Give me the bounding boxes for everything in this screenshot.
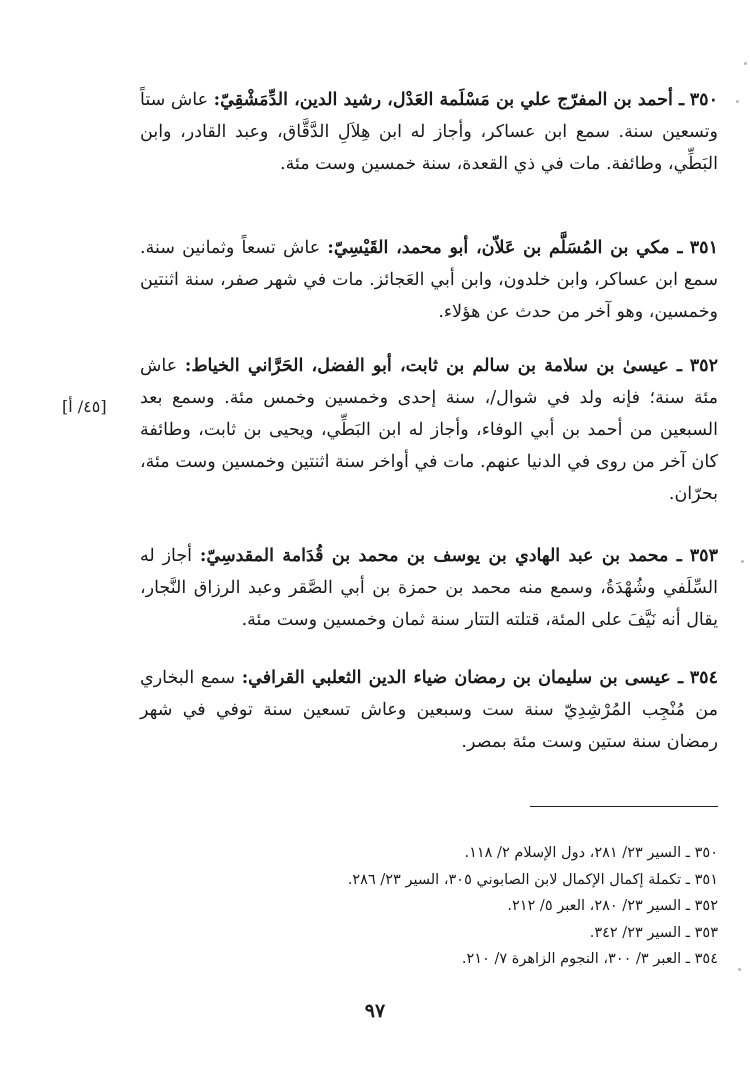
scan-speck: [738, 968, 741, 971]
entry-354: ٣٥٤ ـ عيسى بن سليمان بن رمضان ضياء الدين الثعلبي القرافي: سمع البخاري من مُنْجِب المُرْشِدِيّ سنة ست وسبعين وعاش تسعين سنة توفي في شهر رمضان سنة ستين وست مئة بمصر.: [140, 668, 718, 752]
footnote: ٣٥٣ ـ السير ٢٣/ ٣٤٢.: [589, 924, 718, 941]
footnote-divider: [530, 806, 718, 807]
folio-marginal-note: [٤٥/ أ]: [62, 397, 107, 416]
entry-heading: محمد بن عبد الهادي بن يوسف بن محمد بن قُدَامة المقدسِيّ:: [199, 546, 669, 566]
scan-speck: [744, 62, 747, 65]
footnote: ٣٥٤ ـ العبر ٣/ ٣٠٠، النجوم الزاهرة ٧/ ٢١٠.: [461, 951, 718, 967]
entry-heading: مكي بن المُسَلَّم بن عَلاّن، أبو محمد، القَيْسِيّ:: [327, 238, 670, 258]
entry-body: عاش تسعاً وثمانين سنة. سمع ابن عساكر، وابن خلدون، وابن أبي العَجائز. مات في شهر صفر، سنة اثنتين وخمسين، وهو آخر من حدث عن هؤلاء.: [140, 238, 719, 322]
entry-body: عاش مئة سنة؛ فإنه ولد في شوال/، سنة إحدى وخمسين وخمس مئة. وسمع بعد السبعين من أحمد بن أبي الوفاء، وأجاز له ابن البَطِّي، ويحيى بن ثابت، وطائفة كان آخر من روى في الدنيا عنهم. مات في أواخر سنة اثنتين وخمسين وست مئة، بحرّان.: [140, 356, 718, 504]
entry-heading: عيسى بن سليمان بن رمضان ضياء الدين الثعلبي القرافي:: [241, 668, 671, 688]
scan-speck: [736, 100, 739, 103]
entry-350: ٣٥٠ ـ أحمد بن المفرّج علي بن مَسْلَمة العَدْل، رشيد الدين، الدِّمَشْقِيّ: عاش ستاً وتسعين سنة. سمع ابن عساكر، وأجاز له ابن هِلاَلِ الدَّقَّاق، وعبد القادر، وابن البَطِّي، وطائفة. مات في ذي القعدة، سنة خمسين وست مئة.: [140, 90, 718, 174]
entry-number: ٣٥٣: [689, 546, 718, 566]
entry-heading: أحمد بن المفرّج علي بن مَسْلَمة العَدْل، رشيد الدين، الدِّمَشْقِيّ:: [213, 90, 673, 110]
entry-number: ٣٥٠: [689, 90, 718, 110]
entry-353: ٣٥٣ ـ محمد بن عبد الهادي بن يوسف بن محمد بن قُدَامة المقدسِيّ: أجاز له السِّلَفي وشُهْدَةُ، وسمع منه محمد بن حمزة بن أبي الصَّقر وعبد الرزاق النَّجار، يقال أنه نَيَّفَ على المئة، قتلته التتار سنة ثمان وخمسين وست مئة.: [140, 546, 718, 630]
entry-heading: عيسىٰ بن سلامة بن سالم بن ثابت، أبو الفضل، الحَرَّاني الخياط:: [184, 356, 669, 376]
footnote: ٣٥٠ ـ السير ٢٣/ ٢٨١، دول الإسلام ٢/ ١١٨.: [464, 845, 718, 861]
entry-351: ٣٥١ ـ مكي بن المُسَلَّم بن عَلاّن، أبو محمد، القَيْسِيّ: عاش تسعاً وثمانين سنة. سمع ابن عساكر، وابن خلدون، وابن أبي العَجائز. مات في شهر صفر، سنة اثنتين وخمسين، وهو آخر من حدث عن هؤلاء.: [140, 238, 719, 322]
entry-body: أجاز له السِّلَفي وشُهْدَةُ، وسمع منه محمد بن حمزة بن أبي الصَّقر وعبد الرزاق النَّجار، يقال أنه نَيَّفَ على المئة، قتلته التتار سنة ثمان وخمسين وست مئة.: [140, 546, 718, 630]
entry-number: ٣٥١: [689, 238, 718, 258]
page-number: ٩٧: [364, 1000, 386, 1022]
scan-speck: [741, 560, 744, 563]
entry-body: عاش ستاً وتسعين سنة. سمع ابن عساكر، وأجاز له ابن هِلاَلِ الدَّقَّاق، وعبد القادر، وابن البَطِّي، وطائفة. مات في ذي القعدة، سنة خمسين وست مئة.: [140, 90, 718, 174]
entry-number: ٣٥٤: [689, 668, 718, 688]
footnote: ٣٥١ ـ تكملة إكمال الإكمال لابن الصابوني ٣٠٥، السير ٢٣/ ٢٨٦.: [347, 871, 718, 888]
entry-352: ٣٥٢ ـ عيسىٰ بن سلامة بن سالم بن ثابت، أبو الفضل، الحَرَّاني الخياط: عاش مئة سنة؛ فإنه ولد في شوال/، سنة إحدى وخمسين وخمس مئة. وسمع بعد السبعين من أحمد بن أبي الوفاء، وأجاز له ابن البَطِّي، ويحيى بن ثابت، وطائفة كان آخر من روى في الدنيا عنهم. مات في أواخر سنة اثنتين وخمسين وست مئة، بحرّان.: [140, 356, 718, 504]
footnote: ٣٥٢ ـ السير ٢٣/ ٢٨٠، العبر ٥/ ٢١٢.: [507, 898, 718, 914]
entry-body: سمع البخاري من مُنْجِب المُرْشِدِيّ سنة ست وسبعين وعاش تسعين سنة توفي في شهر رمضان سنة ستين وست مئة بمصر.: [140, 668, 718, 752]
entry-number: ٣٥٢: [689, 356, 718, 376]
footnotes: [240, 840, 718, 973]
